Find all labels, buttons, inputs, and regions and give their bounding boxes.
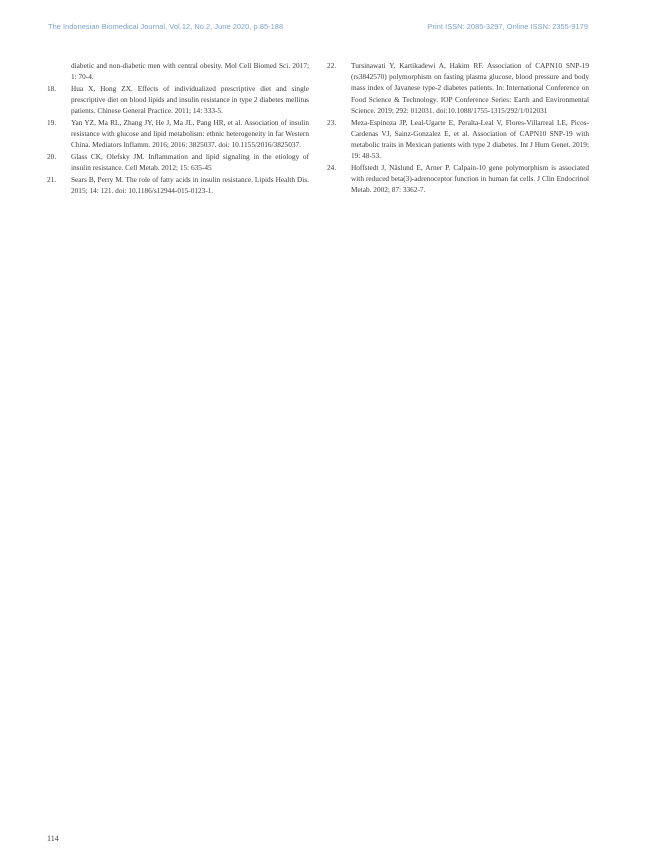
reference-item (47, 117, 309, 151)
reference-number: 24. (327, 162, 337, 172)
reference-number: 19. (47, 118, 57, 128)
reference-number: 22. (327, 61, 337, 70)
running-header (48, 22, 588, 34)
reference-text: Hoffstedt J, Näslund E, Arner P. Calpain-10 gene polymorphism is associated with reduced beta(3)-adrenoceptor function in human fat cells. J Clin Endocrinol Metab. 2002; 87: 3362-7. (351, 162, 589, 195)
reference-number: 20. (47, 152, 57, 162)
reference-number: 23. (327, 117, 337, 127)
reference-item (327, 60, 589, 116)
reference-text: Yan YZ, Ma RL, Zhang JY, He J, Ma JL, Pang HR, et al. Association of insulin resistance with glucose and lipid metabolism: ethnic heterogeneity in far Western China. Mediators Inflamm. 2016; 2016: 3825037. doi: 10.1155/2016/3825037. (71, 118, 309, 150)
reference-item (47, 151, 309, 173)
reference-number: 21. (47, 175, 57, 185)
reference-text: Hua X, Hong ZX. Effects of individualized prescriptive diet and single prescriptive diet on blood lipids and insulin resistance in type 2 diabetes mellitus patients. Chinese General Practice. 2011; 14: 333-5. (71, 83, 309, 116)
page-number: 114 (47, 834, 59, 843)
reference-item (47, 83, 309, 117)
reference-text: Glass CK, Olefsky JM. Inflammation and lipid signaling in the etiology of insulin resistance. Cell Metab. 2012; 15: 635-45 (71, 152, 309, 173)
journal-citation: The Indonesian Biomedical Journal, Vol.12, No.2, June 2020, p.85-188 (48, 22, 284, 31)
left-reference-column (47, 60, 309, 197)
reference-text: Meza-Espinoza JP, Leal-Ugarte E, Peralta-Leal V, Flores-Villarreal LE, Picos-Cardenas VJ, Sainz-Gonzalez E, et al. Association of CAPN10 SNP-19 with metabolic traits in Mexican patients with type 2 diabetes. Int J Hum Genet. 2019; 19: 48-53. (351, 117, 589, 161)
reference-item (327, 117, 589, 162)
reference-number: 18. (47, 83, 57, 93)
reference-item (47, 174, 309, 196)
reference-continuation (47, 60, 309, 82)
reference-text: Sears B, Perry M. The role of fatty acids in insulin resistance. Lipids Health Dis. 2015; 14: 121. doi: 10.1186/s12944-015-0123-1. (71, 175, 309, 196)
issn-info: Print ISSN: 2085-3297, Online ISSN: 2355-9179 (427, 22, 588, 31)
reference-item (327, 162, 589, 196)
right-reference-column (327, 60, 589, 196)
reference-text: Tursinawati Y, Kartikadewi A, Hakim RF. Association of CAPN10 SNP-19 (rs3842570) polymorphism on fasting plasma glucose, blood pressure and body mass index of Javanese type-2 diabetes patients. In: International Conference on Food Science & Technology. IOP Conference Series: Earth and Environmental Science. 2019; 292: 012031. doi:10.1088/1755-1315/292/1/012031 (351, 61, 589, 115)
reference-text: diabetic and non-diabetic men with central obesity. Mol Cell Biomed Sci. 2017; 1: 70-4. (71, 61, 309, 82)
